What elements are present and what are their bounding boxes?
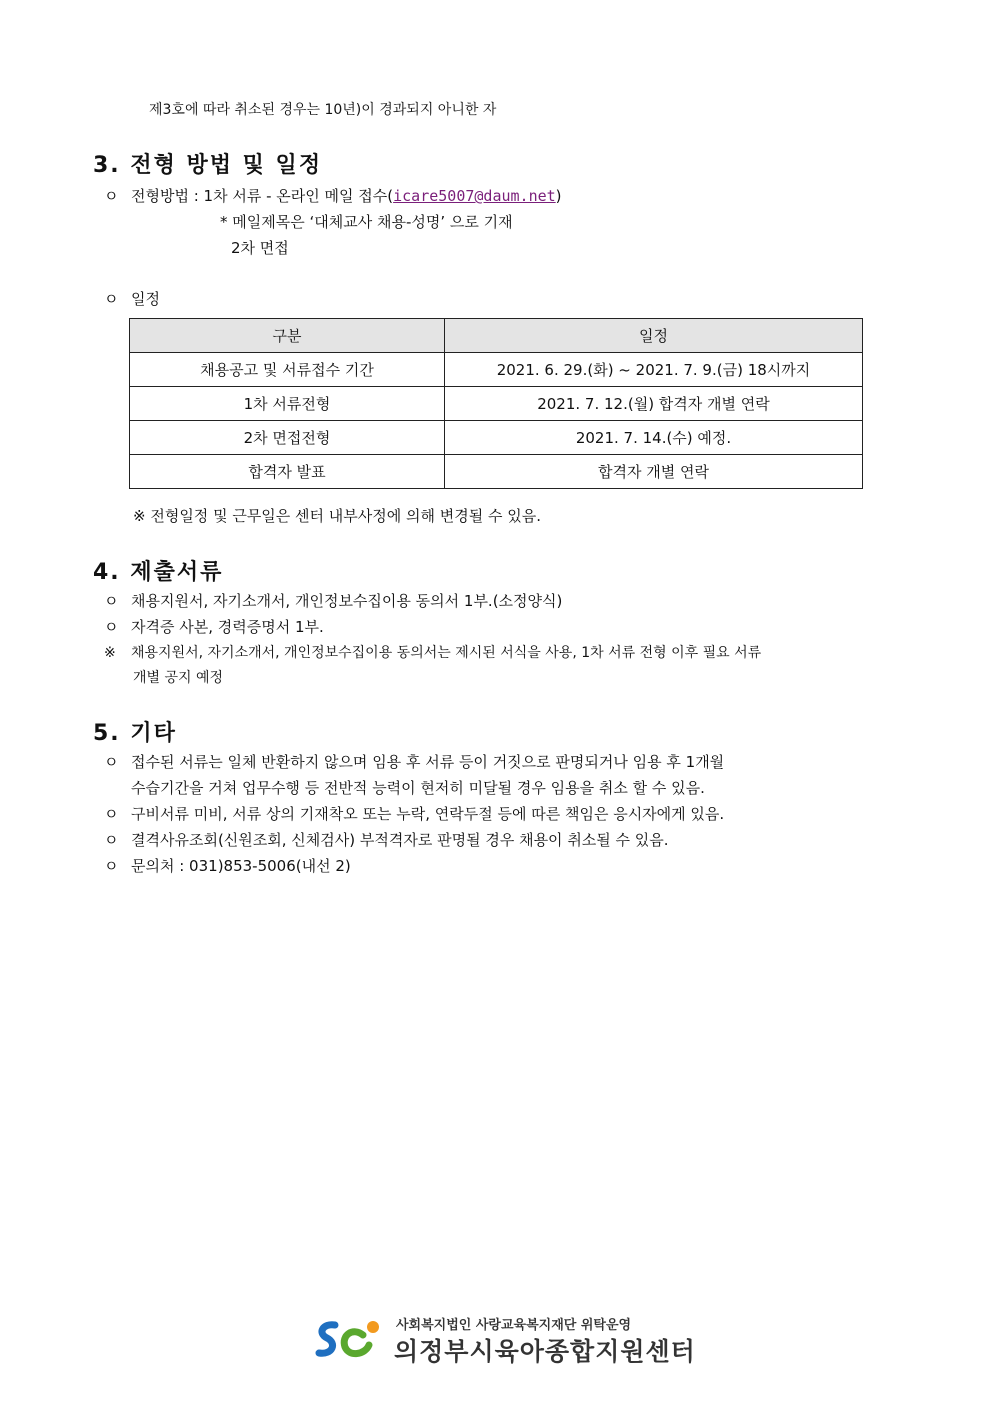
documents-note bbox=[104, 642, 761, 662]
footer-tagline: 사회복지법인 사랑교육복지재단 위탁운영 bbox=[396, 1318, 632, 1333]
table-cell: 2021. 6. 29.(화) ~ 2021. 7. 9.(금) 18시까지 bbox=[445, 353, 863, 387]
schedule-label: 일정 bbox=[131, 290, 160, 308]
documents-note-text: 채용지원서, 자기소개서, 개인정보수집이용 동의서는 제시된 서식을 사용, 1차 서류 전형 이후 필요 서류 bbox=[131, 645, 762, 661]
list-item-text: 자격증 사본, 경력증명서 1부. bbox=[131, 618, 324, 636]
bullet: ㅇ bbox=[104, 187, 119, 205]
section4-heading: 4. 제출서류 bbox=[93, 560, 224, 585]
list-item bbox=[104, 751, 724, 772]
section5-heading: 5. 기타 bbox=[93, 721, 177, 746]
table-cell: 2차 면접전형 bbox=[130, 421, 445, 455]
schedule-table bbox=[129, 318, 863, 489]
list-item bbox=[104, 855, 351, 876]
continuation-line: 제3호에 따라 취소된 경우는 10년)이 경과되지 아니한 자 bbox=[149, 102, 497, 118]
section3-heading: 3. 전형 방법 및 일정 bbox=[93, 153, 323, 178]
table-row bbox=[130, 421, 863, 455]
table-row bbox=[130, 387, 863, 421]
bullet: ㅇ bbox=[104, 618, 119, 636]
bullet: ㅇ bbox=[104, 857, 119, 875]
center-logo-icon bbox=[313, 1315, 383, 1365]
list-item bbox=[104, 803, 724, 824]
method-second: 2차 면접 bbox=[231, 239, 289, 257]
list-item bbox=[104, 616, 324, 637]
bullet: ㅇ bbox=[104, 592, 119, 610]
table-cell: 채용공고 및 서류접수 기간 bbox=[130, 353, 445, 387]
list-item-text: 채용지원서, 자기소개서, 개인정보수집이용 동의서 1부.(소정양식) bbox=[131, 592, 563, 610]
table-cell: 1차 서류전형 bbox=[130, 387, 445, 421]
table-cell: 2021. 7. 12.(월) 합격자 개별 연락 bbox=[445, 387, 863, 421]
bullet: ㅇ bbox=[104, 753, 119, 771]
schedule-note: ※ 전형일정 및 근무일은 센터 내부사정에 의해 변경될 수 있음. bbox=[133, 507, 542, 525]
reference-mark: ※ bbox=[104, 645, 116, 661]
table-cell: 2021. 7. 14.(수) 예정. bbox=[445, 421, 863, 455]
table-row bbox=[130, 455, 863, 489]
table-header-row bbox=[130, 319, 863, 353]
documents-note-cont: 개별 공지 예정 bbox=[133, 670, 224, 686]
list-item bbox=[104, 590, 562, 611]
email-link[interactable]: icare5007@daum.net bbox=[393, 187, 556, 205]
schedule-label-line bbox=[104, 288, 160, 309]
method-note: * 메일제목은 ‘대체교사 채용-성명’ 으로 기재 bbox=[220, 213, 513, 231]
table-header: 구분 bbox=[130, 319, 445, 353]
table-cell: 합격자 발표 bbox=[130, 455, 445, 489]
method-close: ) bbox=[555, 187, 562, 205]
list-item-cont: 수습기간을 거쳐 업무수행 등 전반적 능력이 현저히 미달될 경우 임용을 취소 할 수 있음. bbox=[131, 779, 705, 797]
table-cell: 합격자 개별 연락 bbox=[445, 455, 863, 489]
bullet: ㅇ bbox=[104, 290, 119, 308]
list-item bbox=[104, 829, 669, 850]
list-item-text: 결격사유조회(신원조회, 신체검사) 부적격자로 판명될 경우 채용이 취소될 수 있음. bbox=[131, 831, 669, 849]
list-item-text: 접수된 서류는 일체 반환하지 않으며 임용 후 서류 등이 거짓으로 판명되거나 임용 후 1개월 bbox=[131, 753, 725, 771]
method-line bbox=[104, 185, 562, 206]
method-label: 전형방법 : 1차 서류 - 온라인 메일 접수( bbox=[131, 187, 394, 205]
footer-center-name: 의정부시육아종합지원센터 bbox=[394, 1337, 696, 1366]
bullet: ㅇ bbox=[104, 805, 119, 823]
list-item-text: 문의처 : 031)853-5006(내선 2) bbox=[131, 857, 351, 875]
bullet: ㅇ bbox=[104, 831, 119, 849]
table-header: 일정 bbox=[445, 319, 863, 353]
table-row bbox=[130, 353, 863, 387]
list-item-text: 구비서류 미비, 서류 상의 기재착오 또는 누락, 연락두절 등에 따른 책임은 응시자에게 있음. bbox=[131, 805, 725, 823]
